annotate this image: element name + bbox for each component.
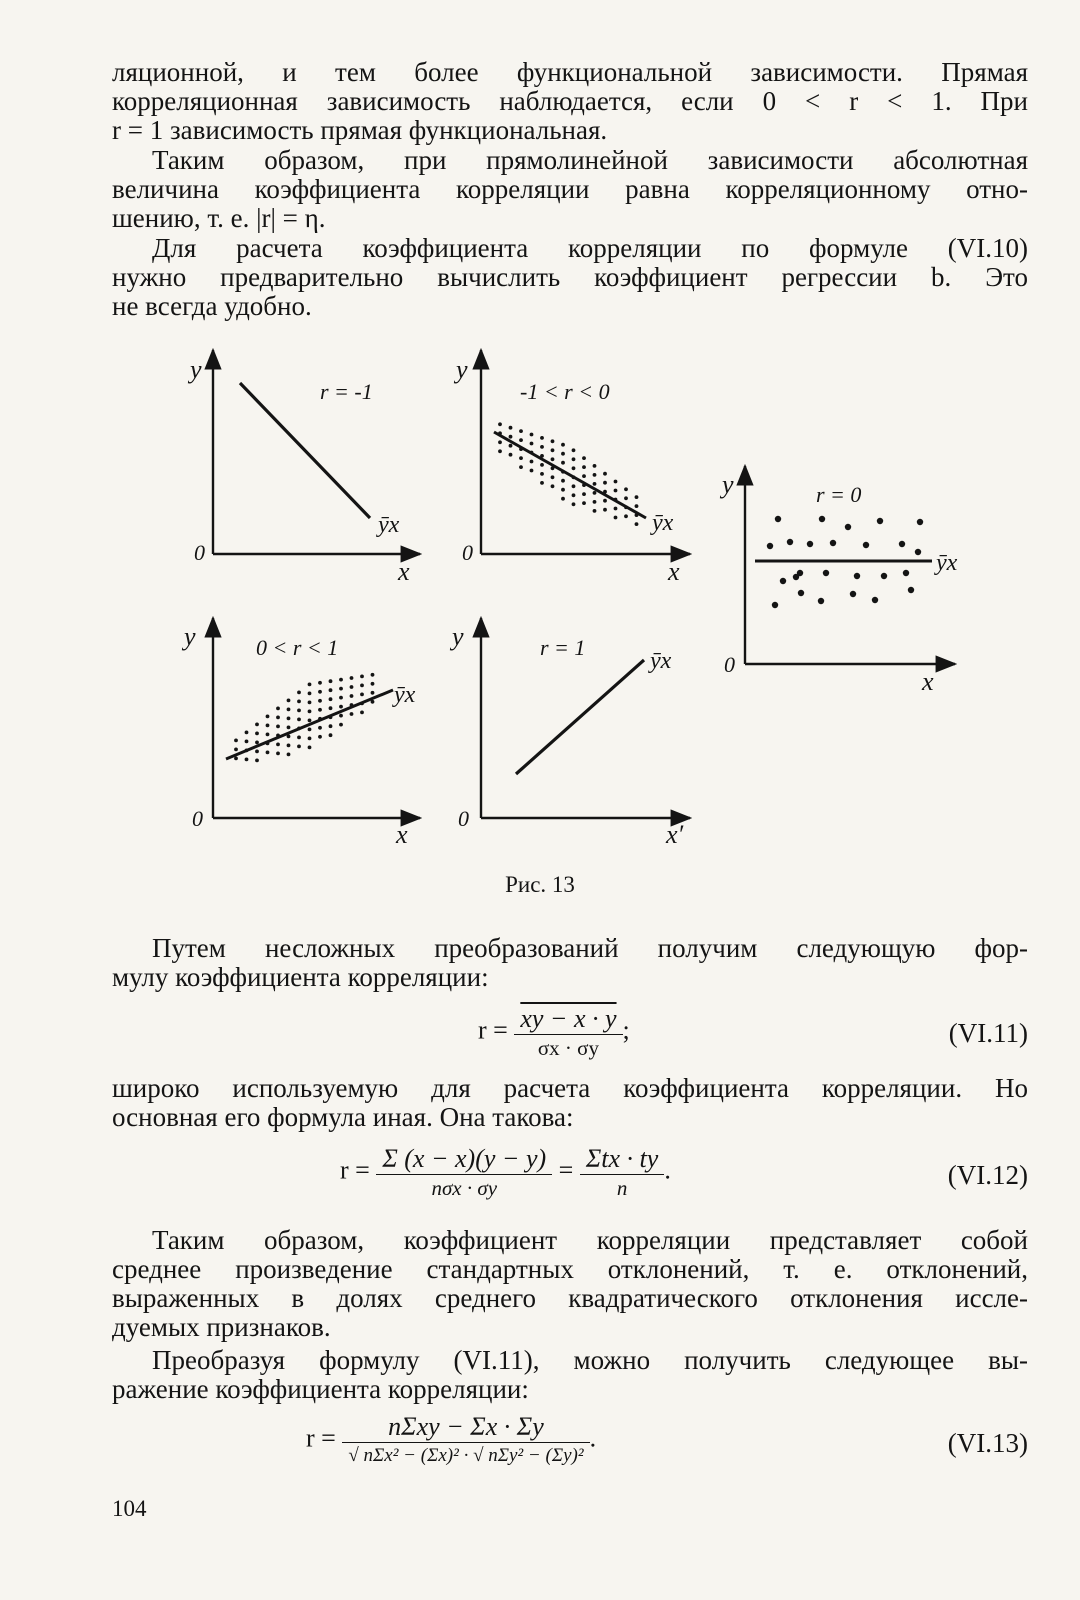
x-axis-label: x [396, 820, 408, 849]
scatter-point [509, 426, 513, 430]
scatter-point [234, 748, 238, 752]
scatter-point [371, 673, 375, 677]
scatter-point [899, 541, 905, 547]
scatter-point [297, 718, 301, 722]
scatter-point [276, 707, 280, 711]
scatter-point [276, 743, 280, 747]
regression-line [516, 660, 644, 774]
figure-caption: Рис. 13 [505, 872, 575, 897]
scatter-point [287, 699, 291, 703]
scatter-point [297, 691, 301, 695]
scatter-point [266, 715, 270, 719]
scatter-point [793, 574, 799, 580]
scatter-point [266, 733, 270, 737]
origin-label: 0 [192, 806, 203, 831]
scatter-point [540, 436, 544, 440]
scatter-point [318, 735, 322, 739]
scatter-point [850, 591, 856, 597]
scatter-point [255, 732, 259, 736]
scatter-point [308, 683, 312, 687]
equation-lhs: r = [306, 1423, 336, 1453]
scatter-point [798, 590, 804, 596]
text-line: ражение коэффициента корреляции: [112, 1374, 529, 1404]
scatter-point [593, 491, 597, 495]
scatter-point [245, 758, 249, 762]
scatter-point [287, 726, 291, 730]
scatter-point [509, 444, 513, 448]
scatter-point [287, 753, 291, 757]
scatter-point [287, 744, 291, 748]
scatter-point [308, 737, 312, 741]
scatter-point [255, 741, 259, 745]
scatter-point [339, 696, 343, 700]
text-line: мулу коэффициента корреляции: [112, 962, 489, 992]
x-axis-label: x′ [666, 820, 684, 849]
panel-r-plus-1 [449, 618, 690, 849]
scatter-point [339, 723, 343, 727]
scatter-point [329, 724, 333, 728]
scatter-point [551, 448, 555, 452]
equation-number: (VI.12) [947, 1160, 1028, 1190]
panel-r-minus-1 [187, 350, 420, 586]
scatter-point [561, 452, 565, 456]
scatter-point [350, 676, 354, 680]
scatter-point [603, 472, 607, 476]
text-line: ляционной, и тем более функциональной зависимости. Прямая [112, 57, 1028, 87]
line-label: ȳx [394, 682, 416, 708]
scatter-point [624, 514, 628, 518]
equation-numerator [514, 1004, 622, 1035]
scatter-point [561, 461, 565, 465]
panel-label: r = -1 [320, 379, 373, 404]
scatter-point [881, 573, 887, 579]
scatter-point [908, 587, 914, 593]
equation-number: (VI.13) [947, 1428, 1028, 1458]
x-axis-label: x [398, 557, 410, 586]
scatter-point [318, 690, 322, 694]
scatter-point [276, 716, 280, 720]
scatter-points [234, 673, 374, 762]
scatter-point [845, 524, 851, 530]
scatter-point [519, 456, 523, 460]
scatter-point [329, 706, 333, 710]
equation-tail: ; [622, 1015, 630, 1045]
scatter-point [318, 726, 322, 730]
equation-denominator: nσx · σy [431, 1176, 498, 1200]
panel-label: r = 1 [540, 635, 586, 660]
text-line: корреляционная зависимость наблюдается, если 0 < r < 1. При [112, 86, 1028, 116]
scatter-point [498, 449, 502, 453]
scatter-point [854, 573, 860, 579]
y-axis-label: y [452, 622, 464, 651]
equation-vi-12 [340, 1144, 671, 1201]
equation-lhs: r = [478, 1015, 508, 1045]
equation-numerator: Σtx · ty [580, 1144, 664, 1175]
equation-denominator: σx · σy [537, 1036, 599, 1060]
scatter-point [255, 723, 259, 727]
panel-r-zero [719, 466, 958, 696]
scatter-point [551, 439, 555, 443]
text-line: основная его формула иная. Она такова: [112, 1102, 574, 1132]
scatter-point [593, 464, 597, 468]
equation-lhs: r = [340, 1155, 370, 1185]
scatter-point [297, 736, 301, 740]
line-label: ȳx [378, 512, 400, 538]
scatter-point [530, 469, 534, 473]
equation-vi-13 [306, 1412, 596, 1469]
scatter-point [498, 440, 502, 444]
panel-negative-correlation [453, 350, 690, 586]
scatter-point [360, 711, 364, 715]
scatter-point [561, 443, 565, 447]
scatter-point [635, 522, 639, 526]
equation-tail: . [589, 1423, 597, 1453]
equation-denominator: n [616, 1176, 628, 1200]
scatter-point [635, 495, 639, 499]
scatter-point [498, 422, 502, 426]
text-line: шению, т. е. |r| = η. [112, 203, 326, 233]
regression-line [494, 432, 646, 518]
numerator-text: xy − x · y [520, 1004, 617, 1033]
text-line: не всегда удобно. [112, 291, 312, 321]
scatter-point [350, 712, 354, 716]
text-line: Для расчета коэффициента корреляции по формуле (VI.10) [152, 233, 1028, 263]
x-axis-label: x [668, 557, 680, 586]
scatter-point [339, 714, 343, 718]
scatter-point [339, 678, 343, 682]
scatter-point [371, 691, 375, 695]
scatter-point [780, 578, 786, 584]
line-label: ȳx [936, 550, 958, 576]
text-line: дуемых признаков. [112, 1312, 331, 1342]
origin-label: 0 [724, 652, 735, 677]
line-label: ȳx [652, 510, 674, 536]
scatter-point [530, 433, 534, 437]
scatter-point [917, 519, 923, 525]
scatter-point [540, 481, 544, 485]
equals-sign: = [558, 1155, 574, 1185]
scatter-point [266, 724, 270, 728]
origin-label: 0 [458, 806, 469, 831]
scatter-point [772, 602, 778, 608]
scatter-point [787, 539, 793, 545]
scatter-point [297, 745, 301, 749]
paragraph-7 [112, 1346, 1028, 1404]
scatter-point [287, 717, 291, 721]
x-axis-label: x [922, 667, 934, 696]
scatter-point [877, 518, 883, 524]
scatter-point [561, 497, 565, 501]
equation-numerator: Σ (x − x)(y − y) [376, 1144, 552, 1175]
scatter-point [540, 463, 544, 467]
scatter-point [245, 740, 249, 744]
equation-tail: . [664, 1155, 671, 1185]
scatter-point [624, 487, 628, 491]
text-line: величина коэффициента корреляции равна корреляционному отно- [112, 174, 1028, 204]
scatter-point [635, 504, 639, 508]
scatter-point [540, 472, 544, 476]
panel-positive-correlation [181, 618, 420, 849]
scatter-point [234, 757, 238, 761]
scatter-point [329, 697, 333, 701]
paragraph-5 [112, 1074, 1028, 1132]
scatter-point [308, 746, 312, 750]
scatter-point [603, 481, 607, 485]
scatter-point [561, 488, 565, 492]
scatter-point [530, 442, 534, 446]
origin-label: 0 [462, 540, 473, 565]
scatter-point [863, 542, 869, 548]
scatter-point [582, 456, 586, 460]
scatter-point [614, 480, 618, 484]
scatter-point [775, 516, 781, 522]
scatter-point [360, 693, 364, 697]
scatter-point [572, 457, 576, 461]
equation-number: (VI.11) [948, 1018, 1028, 1048]
scatter-point [519, 465, 523, 469]
text-line: выраженных в долях среднего квадратического отклонения иссле- [112, 1283, 1028, 1313]
scatter-point [276, 752, 280, 756]
scatter-point [915, 549, 921, 555]
scatter-point [903, 570, 909, 576]
scatter-point [603, 499, 607, 503]
scatter-point [297, 709, 301, 713]
scatter-point [329, 688, 333, 692]
scatter-point [519, 438, 523, 442]
scatter-point [582, 492, 586, 496]
scatter-point [572, 502, 576, 506]
scatter-point [624, 496, 628, 500]
scatter-point [339, 705, 343, 709]
text-line: Преобразуя формулу (VI.11), можно получить следующее вы- [152, 1345, 1028, 1375]
text-line: Таким образом, при прямолинейной зависимости абсолютная [152, 145, 1028, 175]
scatter-point [308, 692, 312, 696]
scatter-point [245, 731, 249, 735]
scatter-point [318, 699, 322, 703]
text-line: среднее произведение стандартных отклонений, т. е. отклонений, [112, 1254, 1028, 1284]
scatter-point [551, 484, 555, 488]
scatter-point [614, 516, 618, 520]
scatter-point [818, 598, 824, 604]
scatter-point [276, 725, 280, 729]
equation-numerator: nΣxy − Σx · Σy [342, 1412, 589, 1443]
origin-label: 0 [194, 540, 205, 565]
text-line: Таким образом, коэффициент корреляции представляет собой [152, 1225, 1028, 1255]
scatter-point [519, 429, 523, 433]
scatter-point [255, 750, 259, 754]
scatter-point [582, 465, 586, 469]
y-axis-label: y [184, 622, 196, 651]
scatter-point [308, 728, 312, 732]
scatter-point [572, 448, 576, 452]
paragraph-6 [112, 1226, 1028, 1342]
scatter-point [318, 708, 322, 712]
text-line: широко используемую для расчета коэффициента корреляции. Но [112, 1073, 1028, 1103]
scatter-point [287, 708, 291, 712]
scatter-point [593, 473, 597, 477]
scatter-point [350, 694, 354, 698]
scatter-point [572, 466, 576, 470]
scatter-point [593, 482, 597, 486]
scatter-point [807, 541, 813, 547]
text-line: r = 1 зависимость прямая функциональная. [112, 115, 608, 145]
scatter-point [297, 700, 301, 704]
scatter-point [308, 719, 312, 723]
scatter-point [530, 460, 534, 464]
scatter-point [255, 759, 259, 763]
text-line: Путем несложных преобразований получим следующую фор- [152, 933, 1028, 963]
y-axis-label: y [456, 355, 468, 384]
scatter-point [572, 484, 576, 488]
scatter-point [540, 445, 544, 449]
scatter-point [582, 474, 586, 478]
scatter-point [350, 685, 354, 689]
paragraph-4 [112, 934, 1028, 992]
scatter-point [339, 687, 343, 691]
scatter-point [329, 679, 333, 683]
scatter-point [266, 751, 270, 755]
text-line: нужно предварительно вычислить коэффициент регрессии b. Это [112, 262, 1028, 292]
scatter-point [360, 675, 364, 679]
y-axis-label: y [722, 470, 734, 499]
scatter-point [767, 543, 773, 549]
panel-label: -1 < r < 0 [520, 379, 610, 404]
scatter-point [318, 681, 322, 685]
scatter-point [872, 597, 878, 603]
scatter-point [551, 475, 555, 479]
page-number: 104 [112, 1496, 147, 1521]
scatter-point [830, 540, 836, 546]
y-axis-label: y [190, 355, 202, 384]
scatter-point [308, 710, 312, 714]
scatter-point [329, 733, 333, 737]
scatter-point [593, 500, 597, 504]
line-label: ȳx [650, 648, 672, 674]
scatter-point [360, 684, 364, 688]
scatter-point [819, 516, 825, 522]
scatter-point [234, 739, 238, 743]
scatter-point [582, 501, 586, 505]
scatter-point [572, 493, 576, 497]
scatter-point [509, 435, 513, 439]
scatter-point [614, 489, 618, 493]
equation-vi-11 [478, 1004, 630, 1061]
scatter-point [551, 457, 555, 461]
scatter-point [823, 570, 829, 576]
equation-denominator: √ nΣx² − (Σx)² · √ nΣy² − (Σy)² [348, 1445, 584, 1466]
scatter-point [509, 453, 513, 457]
scatter-point [561, 479, 565, 483]
panel-label: 0 < r < 1 [256, 635, 339, 660]
scatter-point [593, 509, 597, 513]
panel-label: r = 0 [816, 482, 862, 507]
scatter-point [614, 507, 618, 511]
scatter-point [308, 701, 312, 705]
scatter-point [603, 508, 607, 512]
scatter-point [371, 682, 375, 686]
